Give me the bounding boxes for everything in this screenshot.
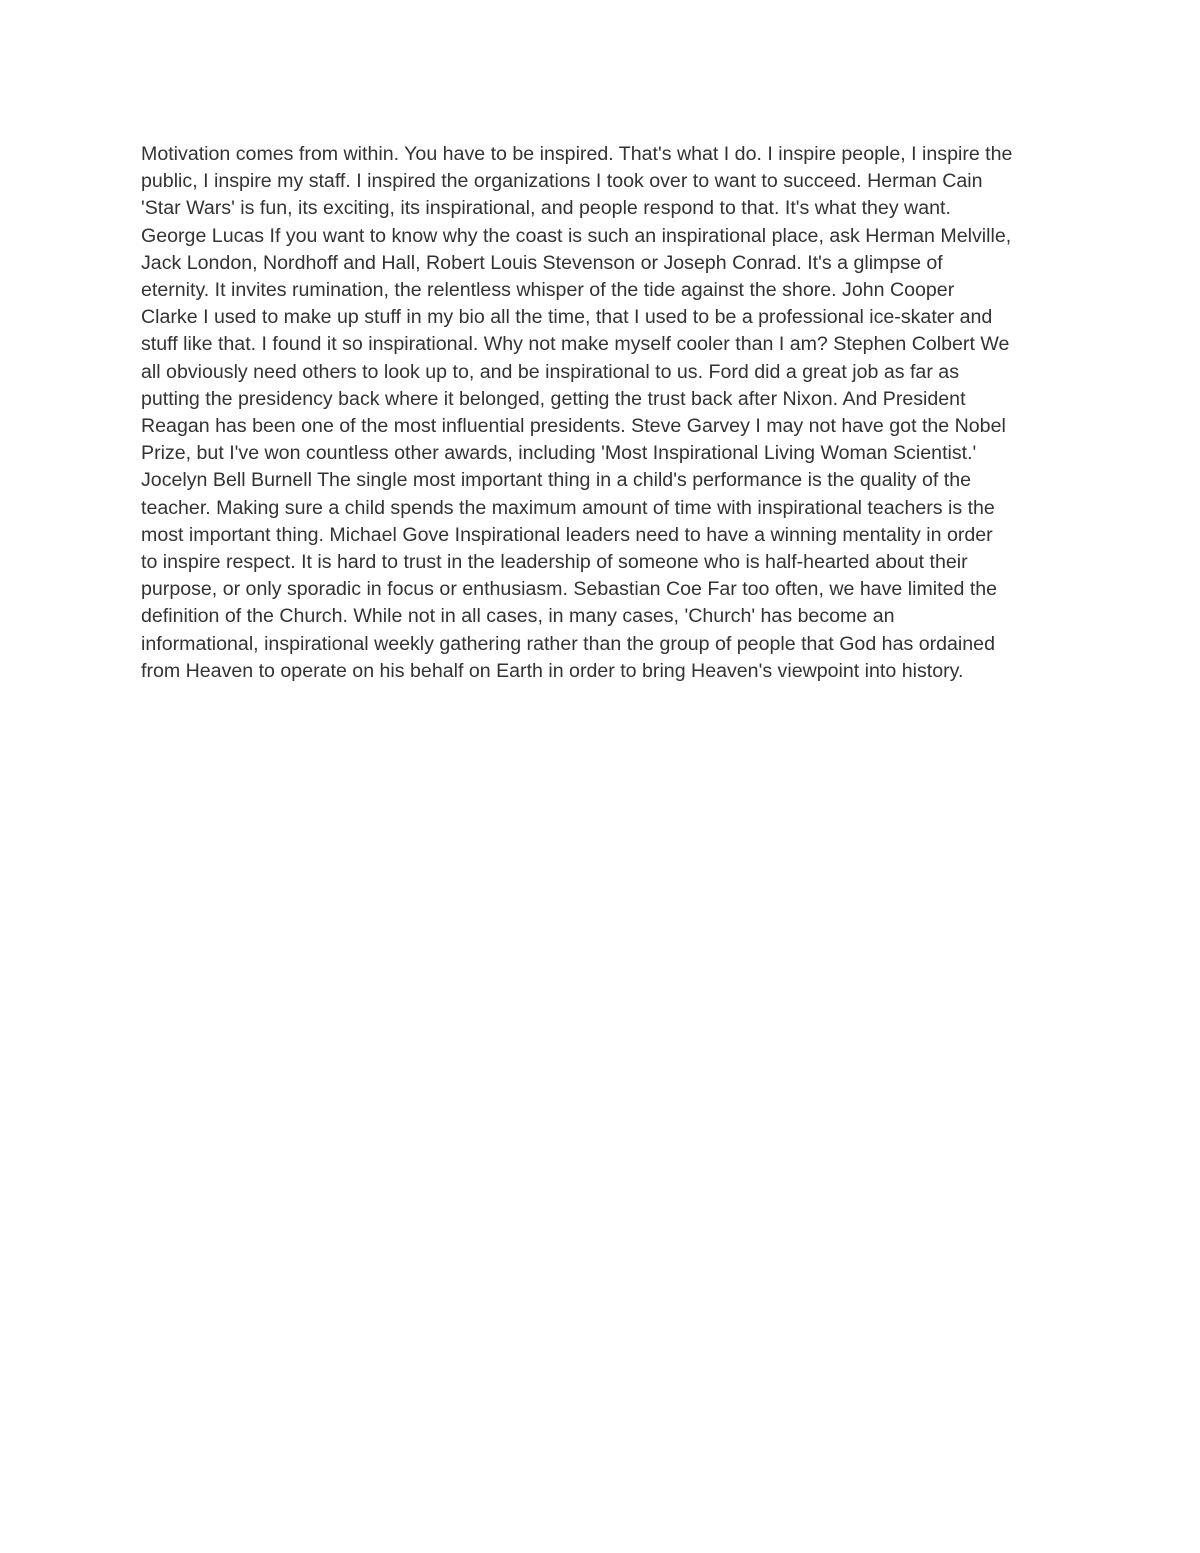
text-line: Reagan has been one of the most influential presidents. Steve Garvey I may not have got the Nobel (141, 415, 1006, 438)
text-line: Jack London, Nordhoff and Hall, Robert Louis Stevenson or Joseph Conrad. It's a glimpse of (141, 251, 943, 274)
text-line: Jocelyn Bell Burnell The single most important thing in a child's performance is the quality of the (141, 469, 972, 492)
text-line: to inspire respect. It is hard to trust in the leadership of someone who is half-hearted about their (141, 551, 968, 574)
text-line: definition of the Church. While not in all cases, in many cases, 'Church' has become an (141, 605, 895, 628)
text-line: Motivation comes from within. You have to be inspired. That's what I do. I inspire people, I inspire the (141, 143, 1013, 165)
text-line: stuff like that. I found it so inspirational. Why not make myself cooler than I am? Stephen Colbert We (141, 333, 1010, 356)
text-line: eternity. It invites rumination, the relentless whisper of the tide against the shore. John Cooper (141, 279, 955, 302)
text-line: informational, inspirational weekly gathering rather than the group of people that God has ordained (141, 632, 995, 655)
text-line: all obviously need others to look up to, and be inspirational to us. Ford did a great job as far as (141, 360, 959, 383)
text-line: 'Star Wars' is fun, its exciting, its inspirational, and people respond to that. It's what they want. (141, 197, 951, 220)
text-line: purpose, or only sporadic in focus or enthusiasm. Sebastian Coe Far too often, we have limited the (141, 578, 998, 601)
text-line: Clarke I used to make up stuff in my bio all the time, that I used to be a professional ice-skater and (141, 306, 993, 329)
text-line: most important thing. Michael Gove Inspirational leaders need to have a winning mentality in order (141, 523, 993, 546)
text-line: public, I inspire my staff. I inspired the organizations I took over to want to succeed. Herman Cain (141, 170, 983, 193)
text-line: Prize, but I've won countless other awards, including 'Most Inspirational Living Woman Scientist.' (141, 442, 977, 465)
text-line: George Lucas If you want to know why the coast is such an inspirational place, ask Herman Melville, (141, 224, 1012, 247)
body-paragraph (141, 141, 1071, 685)
text-line: teacher. Making sure a child spends the maximum amount of time with inspirational teachers is the (141, 496, 995, 519)
text-line: from Heaven to operate on his behalf on Earth in order to bring Heaven's viewpoint into history. (141, 659, 964, 682)
text-line: putting the presidency back where it belonged, getting the trust back after Nixon. And President (141, 387, 966, 410)
